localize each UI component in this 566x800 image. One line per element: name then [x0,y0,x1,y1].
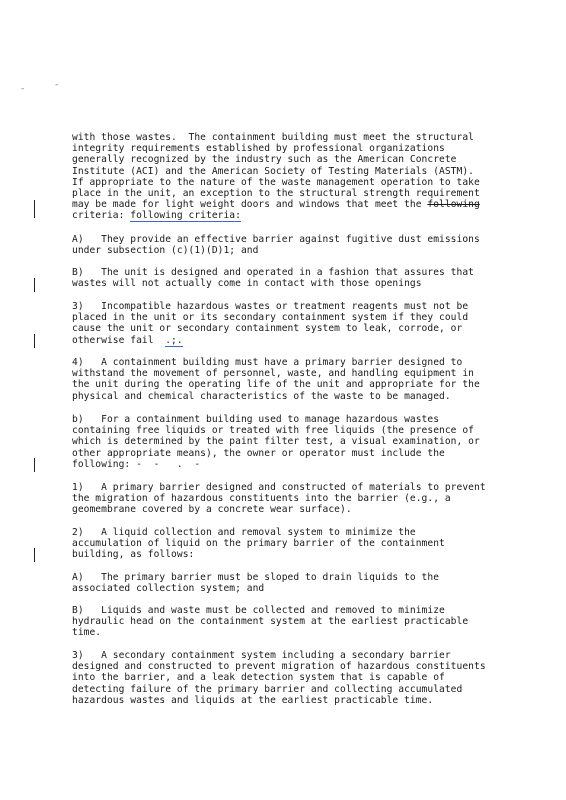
change-bar [34,278,35,292]
corner-mark-2: - [54,80,60,90]
text-line: criteria: [72,210,131,222]
text-line: integrity requirements established by professional organizations [72,143,445,155]
paragraph-3-secondary-containment: 3) A secondary containment system including a secondary barrier designed and constructed to prevent migration of hazardous constituents into the barrier, and a leak detection system that is capable of detecting failure of the primary barrier and collecting accumulated hazardous wastes and liquids at the earliest practicable time. [72,650,486,706]
text-line: Institute (ACI) and the American Society of Testing Materials (ASTM). [72,165,474,177]
paragraph-A-fugitive-dust: A) They provide an effective barrier against fugitive dust emissions under subsection (c)(1)(D)1; and [72,234,480,257]
change-bar [34,458,35,472]
paragraph-2B-liquids-removed: B) Liquids and waste must be collected and removed to minimize hydraulic head on the containment system at the earliest practicable time. [72,605,469,639]
paragraph-2A-sloped: A) The primary barrier must be sloped to drain liquids to the associated collection system; and [72,572,440,595]
paragraph-1-primary-barrier-materials: 1) A primary barrier designed and constructed of materials to prevent the migration of hazardous constituents into the barrier (e.g., a geomembrane covered by a concrete wear surface). [72,482,486,516]
text-body: 3) Incompatible hazardous wastes or treatment reagents must not be placed in the unit or its secondary containment system if they could cause the unit or secondary containment system to leak, corrode, or otherwise fail [72,301,469,346]
paragraph-2-liquid-collection: 2) A liquid collection and removal system to minimize the accumulation of liquid on the primary barrier of the containment building, as follows: [72,527,445,561]
paragraph-b-free-liquids: b) For a containment building used to manage hazardous wastes containing free liquids or treated with free liquids (the presence of which is determined by the paint filter test, a visual examination, or other appropriate means), the owner or operator must include the following: - - . - [72,414,480,470]
inserted-text: following criteria: [130,210,241,222]
change-bar [34,334,35,348]
corner-mark-1: - [20,84,26,94]
change-bar [34,200,35,218]
inserted-text: .;. [165,334,183,346]
struck-text: following [427,199,480,211]
text-line: may be made for light weight doors and windows that meet the [72,199,428,211]
paragraph-B-openings: B) The unit is designed and operated in a fashion that assures that wastes will not actually come in contact with those openings [72,267,474,290]
text-line: generally recognized by the industry such as the American Concrete [72,154,457,166]
text-line: If appropriate to the nature of the waste management operation to take [72,176,480,188]
text-line: place in the unit, an exception to the structural strength requirement [72,188,480,200]
paragraph-containment-building-integrity [72,132,502,222]
change-bar [34,548,35,562]
paragraph-4-primary-barrier: 4) A containment building must have a primary barrier designed to withstand the movement of personnel, waste, and handling equipment in the unit during the operating life of the unit and appropriate for the physical and chemical characteristics of the waste to be managed. [72,357,480,402]
paragraph-3-incompatible-wastes [72,301,502,346]
text-line: with those wastes. The containment building must meet the structural [72,132,474,143]
